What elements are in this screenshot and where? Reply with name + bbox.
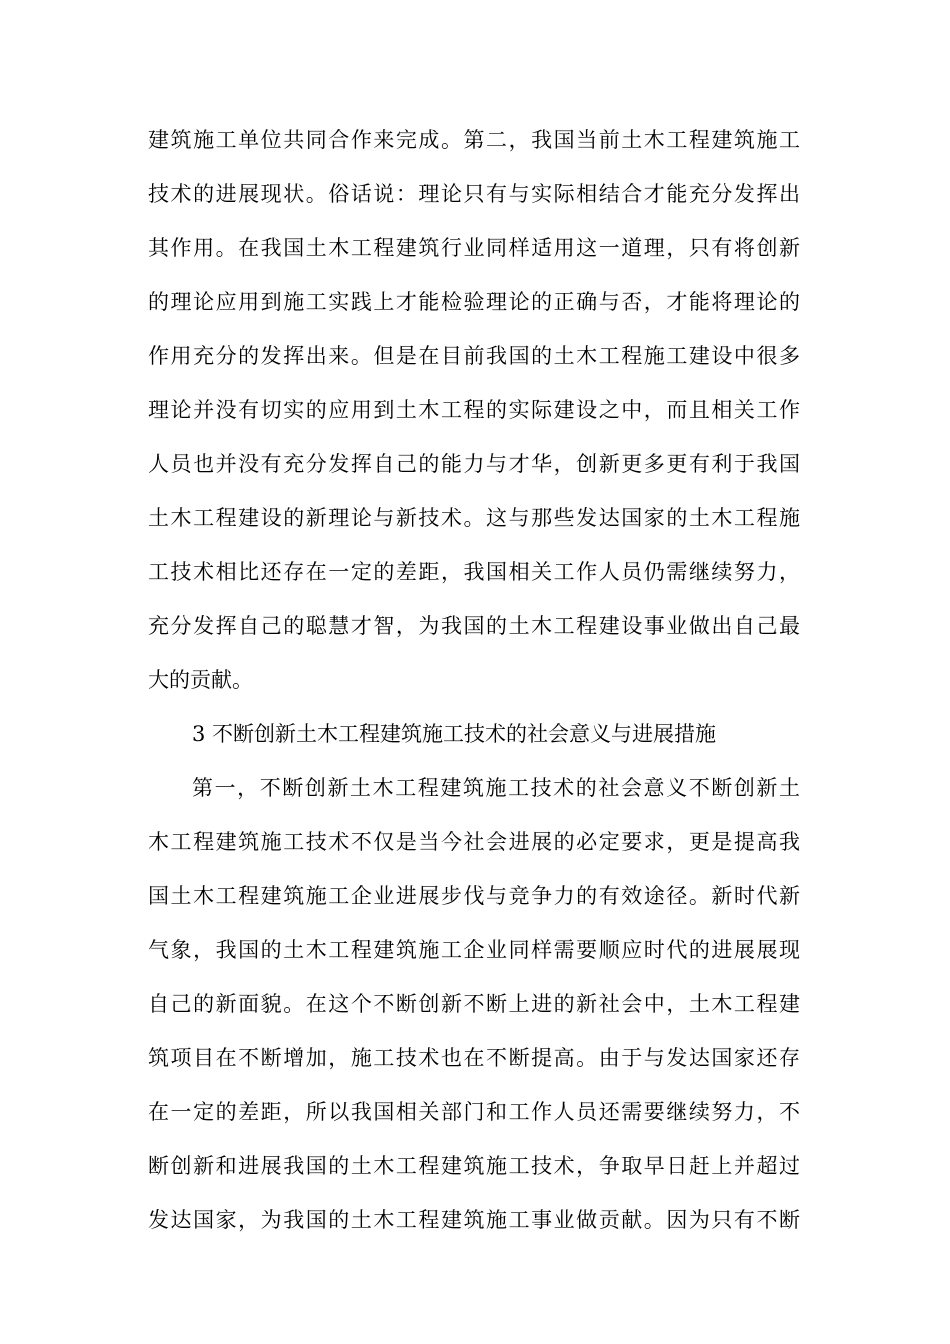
text-line: 筑项目在不断增加，施工技术也在不断提高。由于与发达国家还存: [148, 1046, 800, 1070]
text-line: 自己的新面貌。在这个不断创新不断上进的新社会中，土木工程建: [148, 992, 800, 1016]
text-line: 木工程建筑施工技术不仅是当今社会进展的必定要求，更是提高我: [148, 830, 800, 854]
text-line: 充分发挥自己的聪慧才智，为我国的土木工程建设事业做出自己最: [148, 614, 800, 638]
text-line: 大的贡献。: [148, 668, 253, 692]
text-line: 其作用。在我国土木工程建筑行业同样适用这一道理，只有将创新: [148, 236, 800, 260]
text-line: 建筑施工单位共同合作来完成。第二，我国当前土木工程建筑施工: [148, 128, 800, 152]
text-line: 第一，不断创新土木工程建筑施工技术的社会意义不断创新土: [192, 776, 800, 800]
text-line: 土木工程建设的新理论与新技术。这与那些发达国家的土木工程施: [148, 506, 800, 530]
text-line: 工技术相比还存在一定的差距，我国相关工作人员仍需继续努力，: [148, 560, 800, 584]
text-line: 技术的进展现状。俗话说：理论只有与实际相结合才能充分发挥出: [148, 182, 800, 206]
text-line: 在一定的差距，所以我国相关部门和工作人员还需要继续努力，不: [148, 1100, 800, 1124]
text-line: 气象，我国的土木工程建筑施工企业同样需要顺应时代的进展展现: [148, 938, 800, 962]
text-line: 作用充分的发挥出来。但是在目前我国的土木工程施工建设中很多: [148, 344, 800, 368]
section-heading: 3 不断创新土木工程建筑施工技术的社会意义与进展措施: [192, 722, 717, 746]
text-line: 发达国家，为我国的土木工程建筑施工事业做贡献。因为只有不断: [148, 1208, 800, 1232]
text-line: 理论并没有切实的应用到土木工程的实际建设之中，而且相关工作: [148, 398, 800, 422]
text-line: 断创新和进展我国的土木工程建筑施工技术，争取早日赶上并超过: [148, 1154, 800, 1178]
text-line: 人员也并没有充分发挥自己的能力与才华，创新更多更有利于我国: [148, 452, 800, 476]
text-line: 的理论应用到施工实践上才能检验理论的正确与否，才能将理论的: [148, 290, 800, 314]
text-line: 国土木工程建筑施工企业进展步伐与竞争力的有效途径。新时代新: [148, 884, 800, 908]
